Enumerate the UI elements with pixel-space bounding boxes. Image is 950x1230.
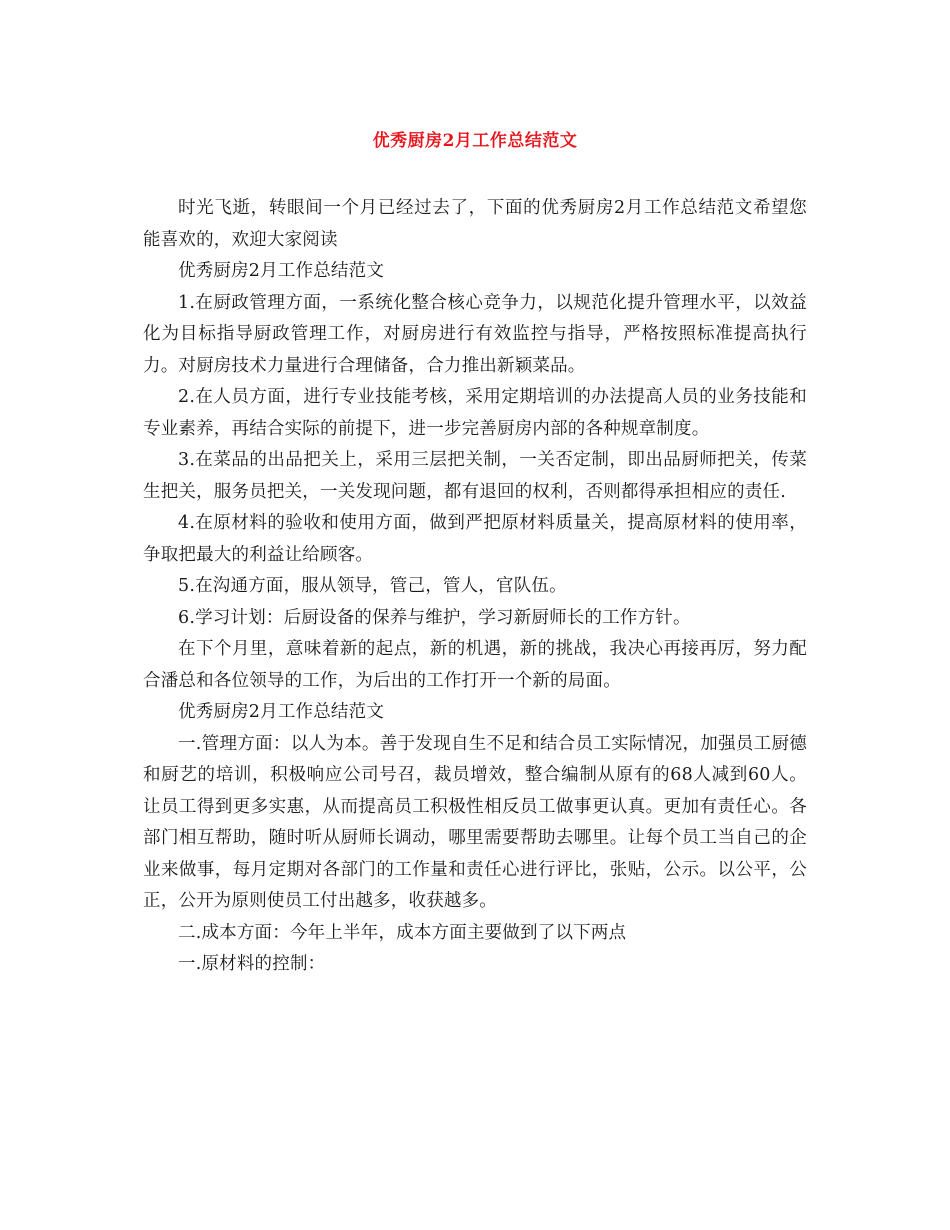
paragraph-intro: 时光飞逝，转眼间一个月已经过去了，下面的优秀厨房2月工作总结范文希望您能喜欢的，欢迎大家阅读: [143, 198, 807, 250]
document-body: [143, 193, 807, 981]
paragraph-item-1: 1.在厨政管理方面，一系统化整合核心竞争力，以规范化提升管理水平，以效益化为目标指导厨政管理工作，对厨房进行有效监控与指导，严格按照标准提高执行力。对厨房技术力量进行合理储备，合力推出新颖菜品。: [143, 292, 807, 376]
paragraph-item-4: 4.在原材料的验收和使用方面，做到严把原材料质量关，提高原材料的使用率，争取把最大的利益让给顾客。: [143, 513, 807, 565]
paragraph-cost: 二.成本方面：今年上半年，成本方面主要做到了以下两点: [178, 922, 627, 943]
paragraph-management: 一.管理方面：以人为本。善于发现自生不足和结合员工实际情况，加强员工厨德和厨艺的培训，积极响应公司号召，裁员增效，整合编制从原有的68人减到60人。让员工得到更多实惠，从而提高员工积极性相反员工做事更认真。更加有责任心。各部门相互帮助，随时听从厨师长调动，哪里需要帮助去哪里。让每个员工当自己的企业来做事，每月定期对各部门的工作量和责任心进行评比，张贴，公示。以公平，公正，公开为原则使员工付出越多，收获越多。: [143, 733, 807, 911]
paragraph-materials: 一.原材料的控制：: [178, 954, 326, 974]
paragraph-item-3: 3.在菜品的出品把关上，采用三层把关制，一关否定制，即出品厨师把关，传菜生把关，服务员把关，一关发现问题，都有退回的权利，否则都得承担相应的责任.: [143, 450, 807, 502]
paragraph-outlook: 在下个月里，意味着新的起点，新的机遇，新的挑战，我决心再接再厉，努力配合潘总和各位领导的工作，为后出的工作打开一个新的局面。: [143, 639, 807, 691]
paragraph-item-6: 6.学习计划：后厨设备的保养与维护，学习新厨师长的工作方针。: [178, 607, 691, 628]
paragraph-item-2: 2.在人员方面，进行专业技能考核，采用定期培训的办法提高人员的业务技能和专业素养，再结合实际的前提下，进一步完善厨房内部的各种规章制度。: [143, 387, 807, 439]
paragraph-item-5: 5.在沟通方面，服从领导，管己，管人，官队伍。: [178, 576, 567, 596]
paragraph-subtitle-2: 优秀厨房2月工作总结范文: [178, 702, 385, 722]
paragraph-subtitle-1: 优秀厨房2月工作总结范文: [178, 261, 385, 281]
document-title: 优秀厨房2月工作总结范文: [372, 131, 578, 151]
